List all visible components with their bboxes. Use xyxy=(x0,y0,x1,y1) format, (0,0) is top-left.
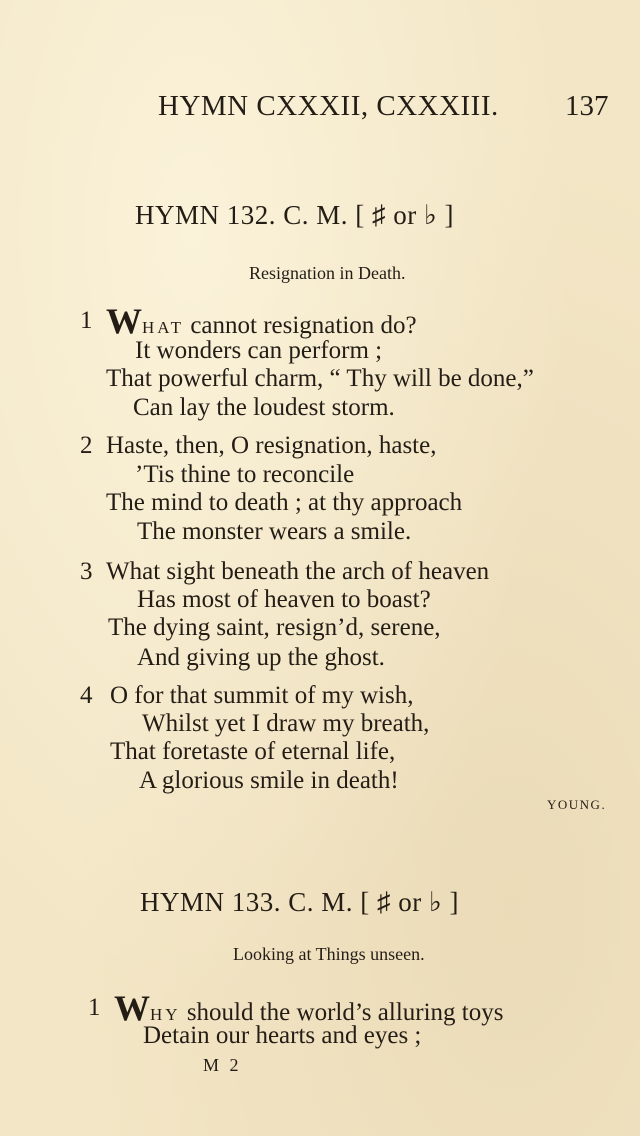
hymn-133-heading: HYMN 133. C. M. [ ♯ or ♭ ] xyxy=(140,887,459,917)
verse-line: Whilst yet I draw my breath, xyxy=(142,710,430,737)
small-caps-word: HY xyxy=(150,1005,181,1024)
verse-number: 3 xyxy=(80,558,93,585)
drop-capital: W xyxy=(106,301,142,341)
small-caps-word: HAT xyxy=(142,318,185,337)
verse-line: Has most of heaven to boast? xyxy=(137,586,431,613)
hymn-132-heading: HYMN 132. C. M. [ ♯ or ♭ ] xyxy=(135,200,454,230)
verse-number: 1 xyxy=(88,994,101,1021)
verse-line: That powerful charm, “ Thy will be done,” xyxy=(106,365,534,392)
verse-line: ’Tis thine to reconcile xyxy=(135,461,355,488)
verse-number: 4 xyxy=(80,682,93,709)
verse-line: And giving up the ghost. xyxy=(137,644,385,671)
line-text: should the world’s alluring toys xyxy=(186,999,504,1026)
page-number: 137 xyxy=(565,90,609,122)
hymn-133-subtitle: Looking at Things unseen. xyxy=(233,944,425,964)
verse-line: That foretaste of eternal life, xyxy=(110,738,396,765)
hymn-132-subtitle: Resignation in Death. xyxy=(249,263,406,283)
verse-line: The mind to death ; at thy approach xyxy=(106,489,463,516)
verse-number: 1 xyxy=(80,307,93,334)
line-text: cannot resignation do? xyxy=(190,312,417,339)
verse-line: The monster wears a smile. xyxy=(137,518,412,545)
verse-line: A glorious smile in death! xyxy=(139,767,399,794)
drop-capital: W xyxy=(114,988,150,1028)
verse-first-line: O for that summit of my wish, xyxy=(110,682,414,709)
running-title: HYMN CXXXII, CXXXIII. xyxy=(158,90,499,122)
verse-first-line xyxy=(106,300,417,342)
verse-line: The dying saint, resign’d, serene, xyxy=(108,614,441,641)
verse-first-line: Haste, then, O resignation, haste, xyxy=(106,432,437,459)
hymn-attribution: YOUNG. xyxy=(547,797,607,812)
verse-line: It wonders can perform ; xyxy=(135,337,383,364)
verse-line: Detain our hearts and eyes ; xyxy=(143,1022,422,1049)
verse-number: 2 xyxy=(80,432,93,459)
verse-first-line: What sight beneath the arch of heaven xyxy=(106,558,490,585)
signature-mark: M 2 xyxy=(203,1055,242,1075)
verse-line: Can lay the loudest storm. xyxy=(133,394,395,421)
